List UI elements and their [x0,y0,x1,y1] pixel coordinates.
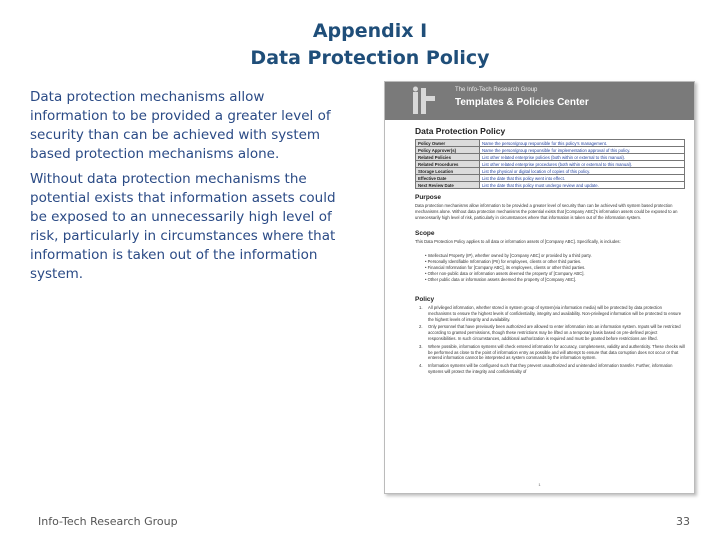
policy-item-text: Information systems will be configured such that they prevent unauthorized and unintended information transfer. Further, information systems will protect the integrity and confidentiality of [428,363,673,374]
purpose-heading: Purpose [415,194,442,201]
policy-item-text: Only personnel that have previously been authorized are allowed to enter information into an information system. Inputs will be restricted according to granted permissions, though these restrictions may be lifted on a temporary basis based on pre-defined project responsibilities. In such circumstances, additional authorization is required and must be granted before restrictions are lifted. [428,324,681,341]
metadata-key: Storage Location [416,168,480,175]
policy-list [419,305,685,377]
policy-document-thumbnail [384,81,695,494]
metadata-key: Effective Date [416,175,480,182]
document-center-name: Templates & Policies Center [455,97,589,108]
footer-organization: Info-Tech Research Group [38,515,178,528]
metadata-key: Related Procedures [416,161,480,168]
policy-item-text: Where possible, information systems will check entered information for accuracy, completeness, validity and authenticity. These checks will be performed as close to the point of information entry as possible and will attempt to ensure that data corruption does not occur or that entered information cannot be interpreted as system commands by the information system. [428,343,685,361]
document-heading: Data Protection Policy [415,126,506,136]
scope-text: This Data Protection Policy applies to all data or information assets of [Company ABC]. Specifically, is includes: [415,239,621,244]
policy-item-text: All privileged information, whether stored in system group of system(via information media) will be protected by data protection mechanisms to ensure the highest levels of confidentiality, integrity and availability. Non-privileged information will be protected to ensure the highest levels of integrity and availability. [428,305,682,322]
scope-list-item: • Other public data or information assets deemed the property of [Company ABC]. [425,277,685,283]
metadata-key: Related Policies [416,154,480,161]
policy-item-number: 4. [419,363,423,369]
metadata-row [416,182,685,189]
policy-list-item [419,324,685,341]
body-paragraph-1: Data protection mechanisms allow information to be provided a greater level of security than can be achieved with system based protection mechanisms alone. [30,89,331,162]
slide-title-line2: Data Protection Policy [250,47,490,69]
metadata-key: Next Review Date [416,182,480,189]
slide-page-number: 33 [676,515,690,528]
metadata-value: List other related enterprise procedures (both within or external to this manual). [480,161,685,168]
metadata-row [416,140,685,147]
document-page-marker: 1 [538,482,541,487]
scope-list-item: • Other non-public data or information assets deemed the property of [Company ABC]. [425,271,685,277]
policy-list-item [419,363,685,375]
policy-item-number: 3. [419,343,423,349]
scope-heading: Scope [415,230,435,237]
scope-list-item: • Personally Identifiable Information (PII) for employees, clients or other third parties. [425,259,685,265]
metadata-value: List the date that this policy went into effect. [480,175,685,182]
metadata-key: Policy Approver(s) [416,147,480,154]
policy-item-number: 1. [419,305,423,310]
metadata-row [416,154,685,161]
metadata-row [416,168,685,175]
metadata-row [416,147,685,154]
policy-item-number: 2. [419,324,423,330]
metadata-key: Policy Owner [416,140,480,147]
document-org-name: The Info-Tech Research Group [455,87,538,93]
policy-list-item [419,305,685,322]
document-metadata-table [415,139,685,189]
metadata-value: List other related enterprise policies (both within or external to this manual). [480,154,685,161]
metadata-value: List the physical or digital location of copies of this policy. [480,168,685,175]
metadata-value: List the date that this policy must undergo review and update. [480,182,685,189]
scope-list [425,253,685,283]
metadata-row [416,161,685,168]
metadata-value: Name the person/group responsible for this policy's management. [480,140,685,147]
scope-list-item: • Financial Information for [Company ABC], its employees, clients or other third parties. [425,265,685,271]
metadata-value: Name the person/group responsible for implementation approval of this policy. [480,147,685,154]
purpose-text: Data protection mechanisms allow information to be provided a greater level of security than can be achieved with system based protection mechanisms alone. Without data protection mechanisms the potential exists that [Company ABC]'s information assets could be exposed to an unnecessarily high level of risk, particularly in circumstances where that information is taken out of the information system. [415,203,678,220]
scope-list-item: • Intellectual Property (IP), whether owned by [Company ABC] or provided by a third party. [425,253,685,259]
body-paragraph-2: Without data protection mechanisms the potential exists that information assets could be exposed to an unnecessarily high level of risk, particularly in circumstances where that information is taken out of the information system. [30,171,336,282]
info-tech-logo-icon [411,86,451,118]
policy-heading: Policy [415,296,435,303]
policy-list-item [419,344,685,361]
metadata-row [416,175,685,182]
slide-title-line1: Appendix I [312,20,428,42]
document-banner [385,82,694,120]
